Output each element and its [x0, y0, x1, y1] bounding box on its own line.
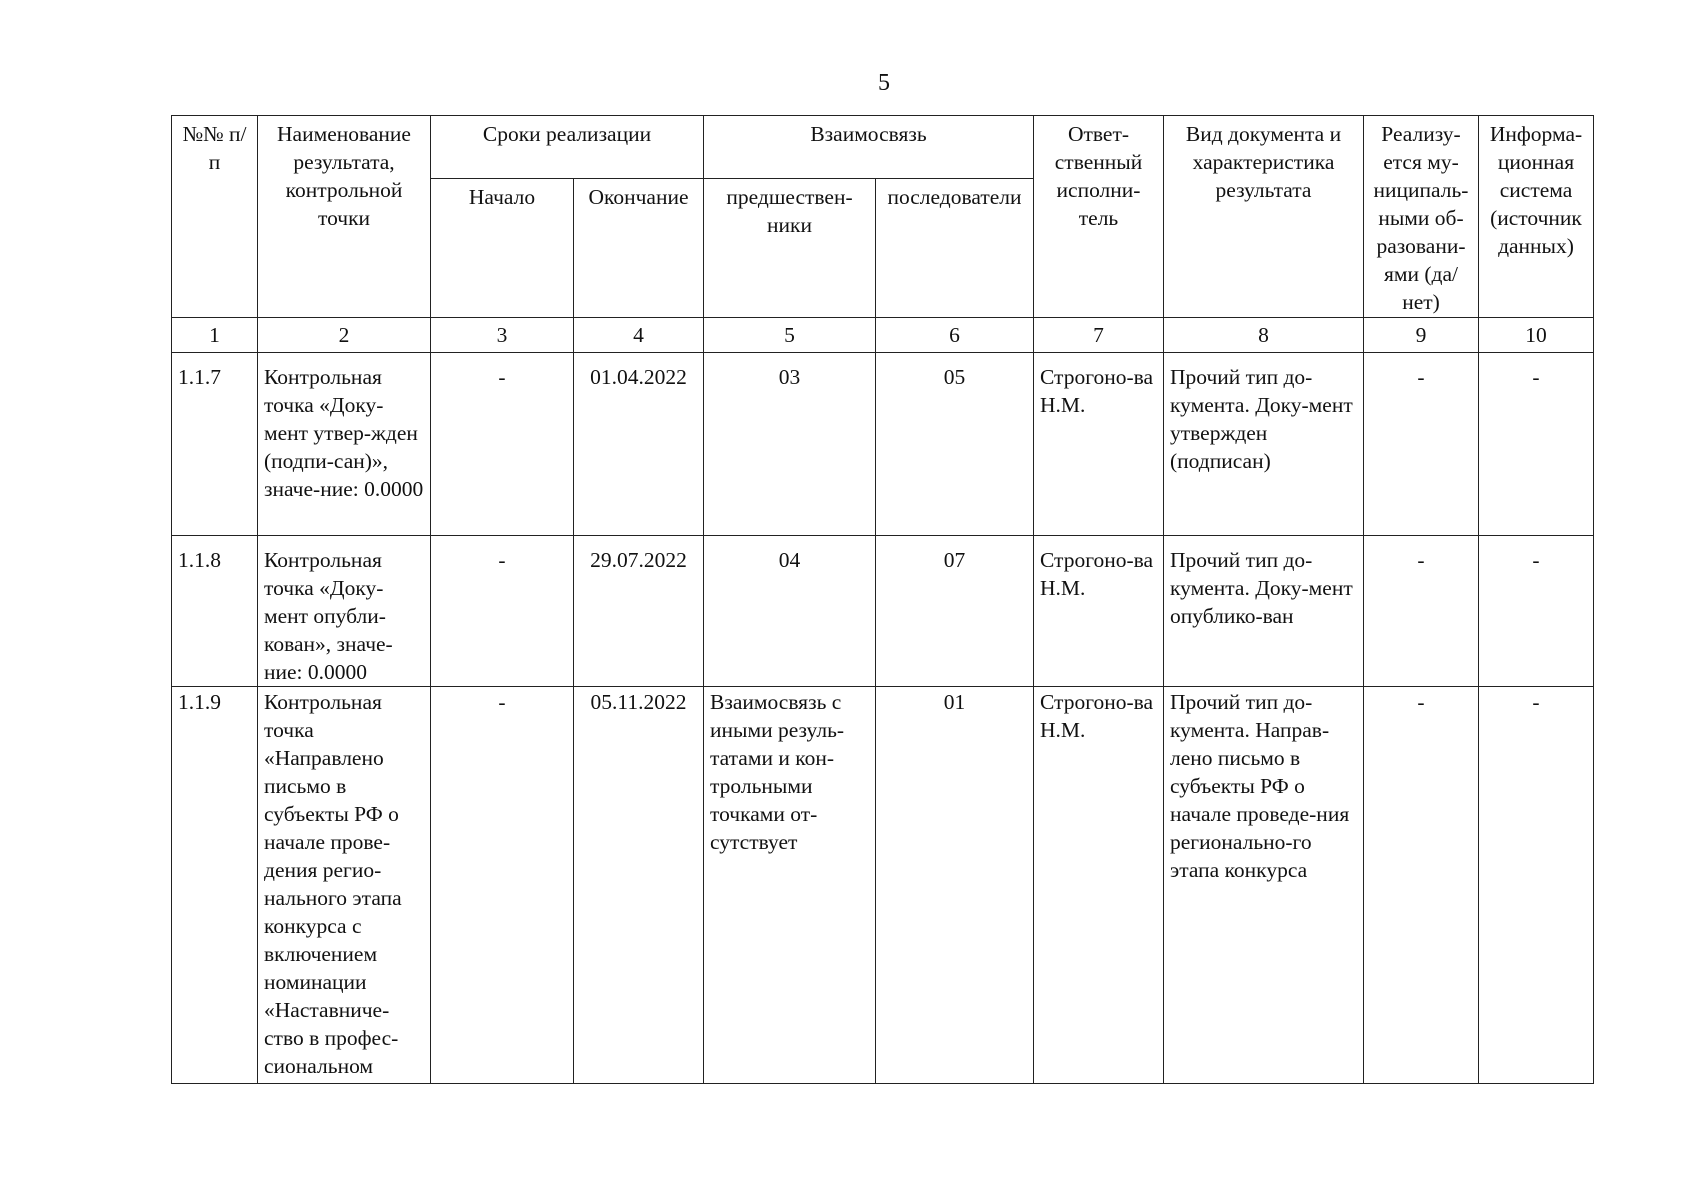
cell-doc-type: Прочий тип до-кумента. Доку-мент опублико-ван	[1164, 536, 1364, 687]
cell-num: 1.1.7	[172, 353, 258, 536]
column-number: 4	[574, 318, 704, 353]
page-number: 5	[878, 70, 890, 96]
header-terms: Сроки реализации	[431, 116, 704, 179]
cell-responsible: Строгоно-ва Н.М.	[1034, 536, 1164, 687]
table-row	[172, 536, 1594, 687]
header-row-1	[172, 116, 1594, 179]
cell-successors: 07	[876, 536, 1034, 687]
cell-end: 01.04.2022	[574, 353, 704, 536]
header-info-system: Информа-ционная система (источник данных)	[1479, 116, 1594, 318]
cell-predecessors: 04	[704, 536, 876, 687]
cell-doc-type: Прочий тип до-кумента. Доку-мент утвержден (подписан)	[1164, 353, 1364, 536]
column-number: 3	[431, 318, 574, 353]
cell-info-system: -	[1479, 687, 1594, 1084]
table-row	[172, 687, 1594, 1084]
column-number: 6	[876, 318, 1034, 353]
header-doc-type: Вид документа и характеристика результата	[1164, 116, 1364, 318]
header-relation: Взаимосвязь	[704, 116, 1034, 179]
cell-end: 29.07.2022	[574, 536, 704, 687]
header-responsible: Ответ-ственный исполни-тель	[1034, 116, 1164, 318]
cell-responsible: Строгоно-ва Н.М.	[1034, 687, 1164, 1084]
column-number: 7	[1034, 318, 1164, 353]
column-number: 10	[1479, 318, 1594, 353]
cell-num: 1.1.8	[172, 536, 258, 687]
cell-end: 05.11.2022	[574, 687, 704, 1084]
cell-successors: 05	[876, 353, 1034, 536]
cell-predecessors: 03	[704, 353, 876, 536]
header-relation-pred: предшествен-ники	[704, 179, 876, 318]
cell-info-system: -	[1479, 353, 1594, 536]
column-number: 9	[1364, 318, 1479, 353]
cell-responsible: Строгоно-ва Н.М.	[1034, 353, 1164, 536]
cell-start: -	[431, 536, 574, 687]
cell-start: -	[431, 353, 574, 536]
cell-municipal: -	[1364, 536, 1479, 687]
cell-num: 1.1.9	[172, 687, 258, 1084]
cell-predecessors: Взаимосвязь с иными резуль-татами и кон-трольными точками от-сутствует	[704, 687, 876, 1084]
column-number: 2	[258, 318, 431, 353]
column-number: 5	[704, 318, 876, 353]
cell-doc-type: Прочий тип до-кумента. Направ-лено письмо в субъекты РФ о начале проведе-ния регионально-го этапа конкурса	[1164, 687, 1364, 1084]
cell-successors: 01	[876, 687, 1034, 1084]
header-municipal: Реализу-ется му-ниципаль-ными об-разовани-ями (да/нет)	[1364, 116, 1479, 318]
header-terms-start: Начало	[431, 179, 574, 318]
plan-table	[171, 115, 1594, 1084]
cell-municipal: -	[1364, 687, 1479, 1084]
header-relation-succ: последователи	[876, 179, 1034, 318]
table-row	[172, 353, 1594, 536]
header-terms-end: Окончание	[574, 179, 704, 318]
cell-name: Контрольная точка «Направлено письмо в субъекты РФ о начале прове-дения регио-нального этапа конкурса с включением номинации «Наставниче-ство в профес-сиональном	[258, 687, 431, 1084]
header-name: Наименование результата, контрольной точки	[258, 116, 431, 318]
cell-start: -	[431, 687, 574, 1084]
column-number-row	[172, 318, 1594, 353]
cell-name: Контрольная точка «Доку-мент утвер-жден (подпи-сан)», значе-ние: 0.0000	[258, 353, 431, 536]
header-num: №№ п/п	[172, 116, 258, 318]
column-number: 8	[1164, 318, 1364, 353]
cell-info-system: -	[1479, 536, 1594, 687]
cell-name: Контрольная точка «Доку-мент опубли-кован», значе-ние: 0.0000	[258, 536, 431, 687]
cell-municipal: -	[1364, 353, 1479, 536]
column-number: 1	[172, 318, 258, 353]
